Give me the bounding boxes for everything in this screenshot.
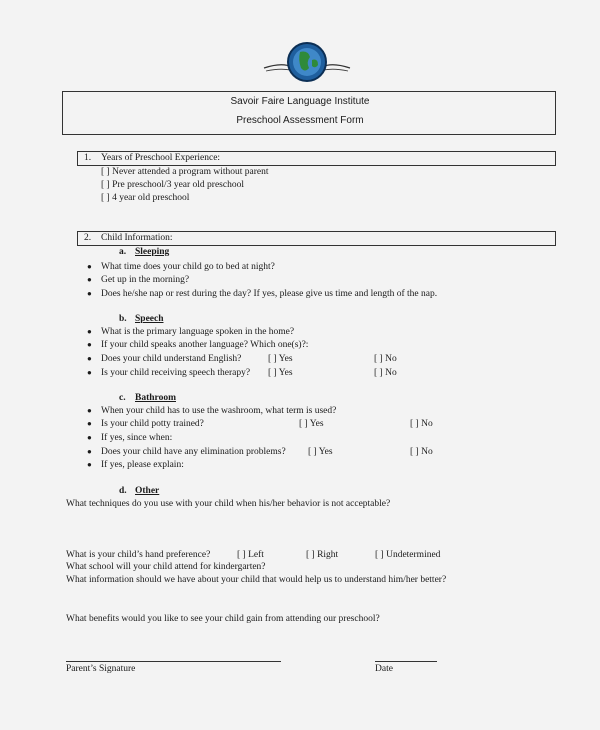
sleeping-wakeup-question: Get up in the morning? xyxy=(101,275,190,285)
hand-preference-question: What is your child’s hand preference? xyxy=(66,550,211,560)
benefits-question: What benefits would you like to see your child gain from attending our preschool? xyxy=(66,614,380,624)
bathroom-term-question: When your child has to use the washroom, what term is used? xyxy=(101,406,337,416)
date-label: Date xyxy=(375,664,393,674)
hand-left-checkbox[interactable]: [ ] Left xyxy=(237,550,264,560)
therapy-no-checkbox[interactable]: [ ] No xyxy=(374,368,397,378)
speech-letter: b. xyxy=(119,314,127,324)
bullet-icon: ● xyxy=(87,406,92,415)
hand-right-checkbox[interactable]: [ ] Right xyxy=(306,550,339,560)
other-letter: d. xyxy=(119,486,127,496)
bullet-icon: ● xyxy=(87,368,92,377)
child-info-question: What information should we have about your child that would help us to understand him/her better? xyxy=(66,575,447,585)
bathroom-since-question: If yes, since when: xyxy=(101,433,173,443)
section-1-number: 1. xyxy=(84,153,92,163)
section-1-title: Years of Preschool Experience: xyxy=(101,153,221,163)
bullet-icon: ● xyxy=(87,460,92,469)
section-2-title: Child Information: xyxy=(101,233,173,243)
bullet-icon: ● xyxy=(87,419,92,428)
experience-option-never[interactable]: [ ] Never attended a program without parent xyxy=(101,167,269,177)
institute-logo xyxy=(262,38,352,86)
bathroom-heading: Bathroom xyxy=(135,393,176,403)
potty-no-checkbox[interactable]: [ ] No xyxy=(410,419,433,429)
english-yes-checkbox[interactable]: [ ] Yes xyxy=(268,354,293,364)
bullet-icon: ● xyxy=(87,262,92,271)
speech-other-language-question: If your child speaks another language? Which one(s)?: xyxy=(101,340,309,350)
hand-undetermined-checkbox[interactable]: [ ] Undetermined xyxy=(375,550,441,560)
sleeping-bedtime-question: What time does your child go to bed at night? xyxy=(101,262,275,272)
experience-option-pre-preschool[interactable]: [ ] Pre preschool/3 year old preschool xyxy=(101,180,244,190)
date-line[interactable] xyxy=(375,661,437,662)
speech-english-question: Does your child understand English? xyxy=(101,354,242,364)
sleeping-heading: Sleeping xyxy=(135,247,170,257)
bullet-icon: ● xyxy=(87,289,92,298)
bullet-icon: ● xyxy=(87,433,92,442)
english-no-checkbox[interactable]: [ ] No xyxy=(374,354,397,364)
bullet-icon: ● xyxy=(87,327,92,336)
experience-option-4-year[interactable]: [ ] 4 year old preschool xyxy=(101,193,190,203)
bullet-icon: ● xyxy=(87,340,92,349)
speech-primary-language-question: What is the primary language spoken in the home? xyxy=(101,327,295,337)
form-title: Preschool Assessment Form xyxy=(236,115,364,126)
section-2-number: 2. xyxy=(84,233,92,243)
bathroom-explain-question: If yes, please explain: xyxy=(101,460,184,470)
bathroom-letter: c. xyxy=(119,393,126,403)
speech-therapy-question: Is your child receiving speech therapy? xyxy=(101,368,251,378)
parent-signature-label: Parent’s Signature xyxy=(66,664,136,674)
institute-name: Savoir Faire Language Institute xyxy=(230,96,370,107)
speech-heading: Speech xyxy=(135,314,164,324)
elimination-no-checkbox[interactable]: [ ] No xyxy=(410,447,433,457)
sleeping-nap-question: Does he/she nap or rest during the day? If yes, please give us time and length of the nap. xyxy=(101,289,438,299)
bathroom-elimination-question: Does your child have any elimination problems? xyxy=(101,447,286,457)
potty-yes-checkbox[interactable]: [ ] Yes xyxy=(299,419,324,429)
other-heading: Other xyxy=(135,486,160,496)
sleeping-letter: a. xyxy=(119,247,127,257)
bullet-icon: ● xyxy=(87,354,92,363)
parent-signature-line[interactable] xyxy=(66,661,281,662)
bathroom-potty-question: Is your child potty trained? xyxy=(101,419,204,429)
elimination-yes-checkbox[interactable]: [ ] Yes xyxy=(308,447,333,457)
bullet-icon: ● xyxy=(87,275,92,284)
therapy-yes-checkbox[interactable]: [ ] Yes xyxy=(268,368,293,378)
bullet-icon: ● xyxy=(87,447,92,456)
techniques-question: What techniques do you use with your child when his/her behavior is not acceptable? xyxy=(66,499,391,509)
kindergarten-question: What school will your child attend for kindergarten? xyxy=(66,562,266,572)
